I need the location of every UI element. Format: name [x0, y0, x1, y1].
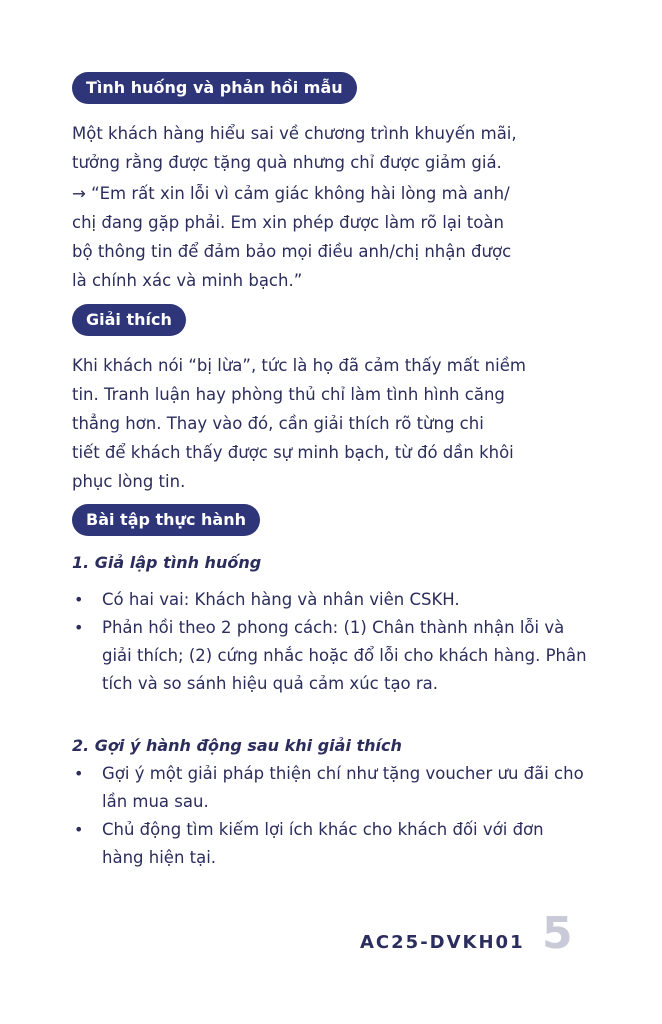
list-item — [72, 586, 590, 614]
text-line: phục lòng tin. — [72, 472, 186, 491]
section-title-practice: Bài tập thực hành — [72, 504, 260, 536]
section-title-explanation: Giải thích — [72, 304, 186, 336]
scenario-intro — [72, 119, 590, 177]
bullet-icon: • — [74, 618, 84, 637]
page-number: 5 — [542, 908, 573, 959]
bullet-text: Gợi ý một giải pháp thiện chí như tặng voucher ưu đãi cho lần mua sau. — [102, 764, 584, 811]
bullet-icon: • — [74, 820, 84, 839]
text-line: tưởng rằng được tặng quà nhưng chỉ được giảm giá. — [72, 153, 502, 172]
bullet-text: Có hai vai: Khách hàng và nhân viên CSKH. — [102, 590, 460, 609]
list-item — [72, 760, 590, 816]
bullet-icon: • — [74, 590, 84, 609]
explanation-text — [72, 351, 590, 496]
exercise-2-list — [72, 760, 590, 872]
bullet-icon: • — [74, 764, 84, 783]
text-line: thẳng hơn. Thay vào đó, cần giải thích rõ từng chi — [72, 414, 484, 433]
section-title-scenario: Tình huống và phản hồi mẫu — [72, 72, 357, 104]
sample-response — [72, 179, 590, 295]
text-line: → “Em rất xin lỗi vì cảm giác không hài lòng mà anh/ — [72, 184, 510, 203]
list-item — [72, 816, 590, 872]
list-item — [72, 614, 590, 698]
bullet-text: Phản hồi theo 2 phong cách: (1) Chân thành nhận lỗi và giải thích; (2) cứng nhắc hoặc đổ lỗi cho khách hàng. Phân tích và so sánh hiệu quả cảm xúc tạo ra. — [102, 618, 587, 693]
text-line: chị đang gặp phải. Em xin phép được làm rõ lại toàn — [72, 213, 504, 232]
text-line: là chính xác và minh bạch.” — [72, 271, 303, 290]
text-line: tin. Tranh luận hay phòng thủ chỉ làm tình hình căng — [72, 385, 505, 404]
text-line: bộ thông tin để đảm bảo mọi điều anh/chị nhận được — [72, 242, 512, 261]
exercise-heading-2: 2. Gợi ý hành động sau khi giải thích — [72, 736, 402, 755]
exercise-1-list — [72, 586, 590, 698]
text-line: tiết để khách thấy được sự minh bạch, từ đó dần khôi — [72, 443, 514, 462]
document-code: AC25-DVKH01 — [360, 932, 525, 953]
exercise-heading-1: 1. Giả lập tình huống — [72, 553, 262, 572]
text-line: Một khách hàng hiểu sai về chương trình khuyến mãi, — [72, 124, 517, 143]
text-line: Khi khách nói “bị lừa”, tức là họ đã cảm thấy mất niềm — [72, 356, 526, 375]
bullet-text: Chủ động tìm kiếm lợi ích khác cho khách đối với đơn hàng hiện tại. — [102, 820, 544, 867]
